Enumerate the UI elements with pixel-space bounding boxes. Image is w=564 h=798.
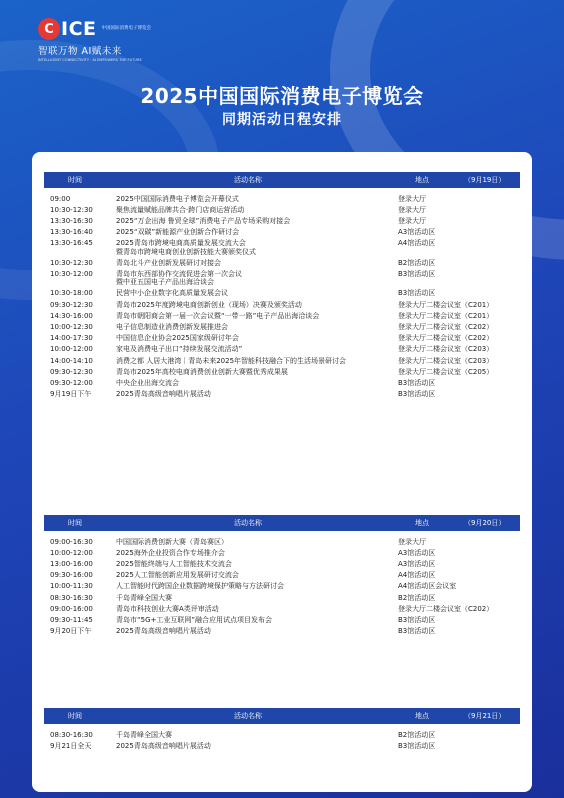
table-row [44,547,520,558]
event-name-line: 2025中国国际消费电子博览会开幕仪式 [116,194,239,203]
event-name [116,627,398,635]
col-location-header: 地点 [415,519,429,527]
event-name [116,195,398,203]
table-row [44,227,520,238]
event-location: A4馆活动区 [398,571,436,580]
table-row [44,614,520,625]
event-time: 10:30-12:30 [50,205,93,214]
col-location-header: 地点 [415,176,429,184]
table-row [44,321,520,332]
table-header [44,515,520,531]
day-section [44,515,520,637]
day-date-label: （9月19日） [464,176,506,184]
event-name [116,594,398,602]
event-location: 登录大厅二楼会议室（C202） [398,604,494,613]
table-row [44,204,520,215]
table-row [44,536,520,547]
event-time: 09:00-16:00 [50,604,93,613]
event-name [116,390,398,398]
event-time: 10:30-12:00 [50,269,93,278]
event-time: 10:30-12:30 [50,258,93,267]
event-location: B3馆活动区 [398,269,436,278]
event-time: 10:00-12:00 [50,548,93,557]
event-name [116,312,398,320]
event-name-line: 中国信息企业协会2025国家级研讨年会 [116,334,239,343]
col-name-header: 活动名称 [234,712,262,720]
event-name-line: 中国国际消费创新大赛（青岛赛区） [116,537,228,546]
event-time: 09:30-11:45 [50,615,93,624]
event-name-line: 暨中亚五国电子产品出海洽谈会 [116,278,214,287]
table-row [44,333,520,344]
event-name-line: 青岛市科技创业大赛A类评审活动 [116,604,219,613]
event-location: 登录大厅二楼会议室（C205） [398,367,494,376]
event-name-line: 千岛青峰全国大赛 [116,593,172,602]
table-row [44,729,520,740]
event-name-line: 2025海外企业投资合作专场推介会 [116,548,225,557]
event-time: 13:00-16:00 [50,559,93,568]
event-name [116,289,398,297]
col-location-header: 地点 [415,712,429,720]
event-location: A3馆活动区 [398,548,436,557]
slogan: 智联万物 AI赋未来 [38,46,122,57]
event-name [116,334,398,342]
event-name [116,731,398,739]
table-row [44,215,520,226]
event-name-line: 中央企业出海交流会 [116,378,179,387]
event-name [116,368,398,376]
event-name [116,605,398,613]
slogan-en: INTELLIGENT CONNECTIVITY · AI EMPOWERS THE FUTURE [38,58,142,62]
event-name [116,571,398,579]
event-location: B3馆活动区 [398,741,436,750]
event-name-line: 青岛市2025年高校电商消费创业创新大赛暨优秀成果展 [116,367,288,376]
col-name-header: 活动名称 [234,519,262,527]
col-time-header: 时间 [68,519,82,527]
event-time: 9月19日下午 [50,390,92,399]
event-location: A4馆活动区会议室 [398,582,457,591]
event-name-line: 聚焦流量赋能品牌共合·跨门店商运营活动 [116,205,245,214]
event-location: 登录大厅二楼会议室（C201） [398,300,494,309]
day-date-label: （9月20日） [464,519,506,527]
event-name-line: 青岛北斗产业创新发展研讨对接会 [116,258,221,267]
event-name-line: 青岛市“5G+工业互联网”融合应用试点项目发布会 [116,615,272,624]
event-location: 登录大厅 [398,205,426,214]
logo [38,18,162,62]
day-date-label: （9月21日） [464,712,506,720]
day-section [44,708,520,751]
table-row [44,268,520,287]
table-row [44,238,520,257]
col-time-header: 时间 [68,712,82,720]
event-name-line: 2025智能终端与人工智能技术交流会 [116,559,232,568]
event-time: 09:30-12:30 [50,300,93,309]
event-location: B2馆活动区 [398,730,436,739]
event-time: 10:00-12:30 [50,322,93,331]
event-location: 登录大厅 [398,194,426,203]
event-name-line: 暨青岛市跨境电商创业创新技能大赛颁奖仪式 [116,247,256,256]
col-time-header: 时间 [68,176,82,184]
event-location: B2馆活动区 [398,593,436,602]
table-row [44,355,520,366]
event-location: B3馆活动区 [398,615,436,624]
event-name-line: 青岛市东西部协作交流促进会第一次会议 [116,269,242,278]
table-row [44,558,520,569]
event-location: B3馆活动区 [398,378,436,387]
table-header [44,708,520,724]
event-name-line: 人工智能时代跨国企业数据跨境保护策略与方法研讨会 [116,582,284,591]
event-name-line: 2025“万企出海 鲁贸全球”消费电子产品专场采购对接会 [116,216,291,225]
event-location: 登录大厅 [398,216,426,225]
event-time: 14:00-14:10 [50,356,93,365]
schedule-card [32,152,532,792]
event-name [116,379,398,387]
logo-mark: C [38,18,60,40]
event-name-line: 2025青岛高级音响唱片展活动 [116,741,211,750]
event-time: 09:30-16:00 [50,571,93,580]
event-time: 09:30-12:30 [50,367,93,376]
event-name [116,270,398,286]
event-location: A3馆活动区 [398,559,436,568]
event-time: 09:30-12:00 [50,378,93,387]
event-time: 13:30-16:40 [50,228,93,237]
event-name [116,239,398,255]
event-name-line: 家电及消费电子出口“持续发展交流活动” [116,345,243,354]
col-name-header: 活动名称 [234,176,262,184]
event-name [116,206,398,214]
event-location: A4馆活动区 [398,239,436,248]
table-row [44,570,520,581]
logo-org-text: 中国国际消费电子博览会 [101,26,151,31]
event-name-line: 电子信息制造业消费创新发展推进会 [116,322,228,331]
event-name-line: 千岛青峰全国大赛 [116,730,172,739]
table-row [44,626,520,637]
event-time: 09:00-16:30 [50,537,93,546]
table-row [44,581,520,592]
table-row [44,288,520,299]
event-location: B2馆活动区 [398,258,436,267]
event-time: 14:00-17:30 [50,334,93,343]
event-location: 登录大厅二楼会议室（C202） [398,322,494,331]
event-time: 08:30-16:30 [50,593,93,602]
event-name [116,742,398,750]
event-location: B3馆活动区 [398,627,436,636]
event-name-line: 2025青岛市跨境电商高质量发展交流大会 [116,239,246,248]
table-row [44,299,520,310]
event-time: 13:30-16:45 [50,239,93,248]
table-row [44,344,520,355]
table-row [44,740,520,751]
table-row [44,310,520,321]
event-name-line: 消费之都 人居大港湾｜青岛未来2025年智能科技融合下的生活场景研讨会 [116,356,347,365]
table-header [44,172,520,188]
event-name-line: 青岛市2025年度跨境电商创新创业（现场）决赛及颁奖活动 [116,300,302,309]
event-location: 登录大厅 [398,537,426,546]
page-title: 2025中国国际消费电子博览会 [140,84,424,108]
event-name [116,549,398,557]
table-row [44,257,520,268]
event-name-line: 2025青岛高级音响唱片展活动 [116,627,211,636]
table-row [44,366,520,377]
event-time: 13:30-16:30 [50,216,93,225]
event-location: 登录大厅二楼会议室（C203） [398,345,494,354]
event-time: 9月21日全天 [50,741,92,750]
page-subtitle: 同期活动日程安排 [222,112,342,128]
table-row [44,193,520,204]
event-time: 10:30-18:00 [50,289,93,298]
event-name [116,301,398,309]
table-row [44,603,520,614]
event-location: A3馆活动区 [398,228,436,237]
event-name-line: 青岛市朝阳商会第一届一次会议暨“一带一路”电子产品出海洽谈会 [116,311,320,320]
event-name [116,538,398,546]
event-time: 10:00-12:00 [50,345,93,354]
event-name [116,582,398,590]
logo-ice-text: ICE [61,18,97,40]
event-name [116,345,398,353]
event-time: 10:00-11:30 [50,582,93,591]
event-name [116,323,398,331]
event-location: B3馆活动区 [398,390,436,399]
event-location: 登录大厅二楼会议室（C202） [398,334,494,343]
event-time: 09:00 [50,194,71,203]
event-name [116,616,398,624]
header [0,0,564,150]
event-time: 08:30-16:30 [50,730,93,739]
event-name-line: 民营中小企业数字化高质量发展会议 [116,289,228,298]
event-name-line: 2025青岛高级音响唱片展活动 [116,390,211,399]
event-location: B3馆活动区 [398,289,436,298]
event-name-line: 2025“双碳”新能源产业创新合作研讨会 [116,228,240,237]
table-row [44,389,520,400]
table-row [44,592,520,603]
event-location: 登录大厅二楼会议室（C201） [398,311,494,320]
event-name [116,560,398,568]
table-row [44,377,520,388]
event-name [116,357,398,365]
day-section [44,172,520,400]
event-time: 9月20日下午 [50,627,92,636]
event-time: 14:30-16:00 [50,311,93,320]
event-name-line: 2025人工智能创新应用发展研讨交流会 [116,571,239,580]
event-name [116,259,398,267]
event-name [116,228,398,236]
event-name [116,217,398,225]
event-location: 登录大厅二楼会议室（C203） [398,356,494,365]
